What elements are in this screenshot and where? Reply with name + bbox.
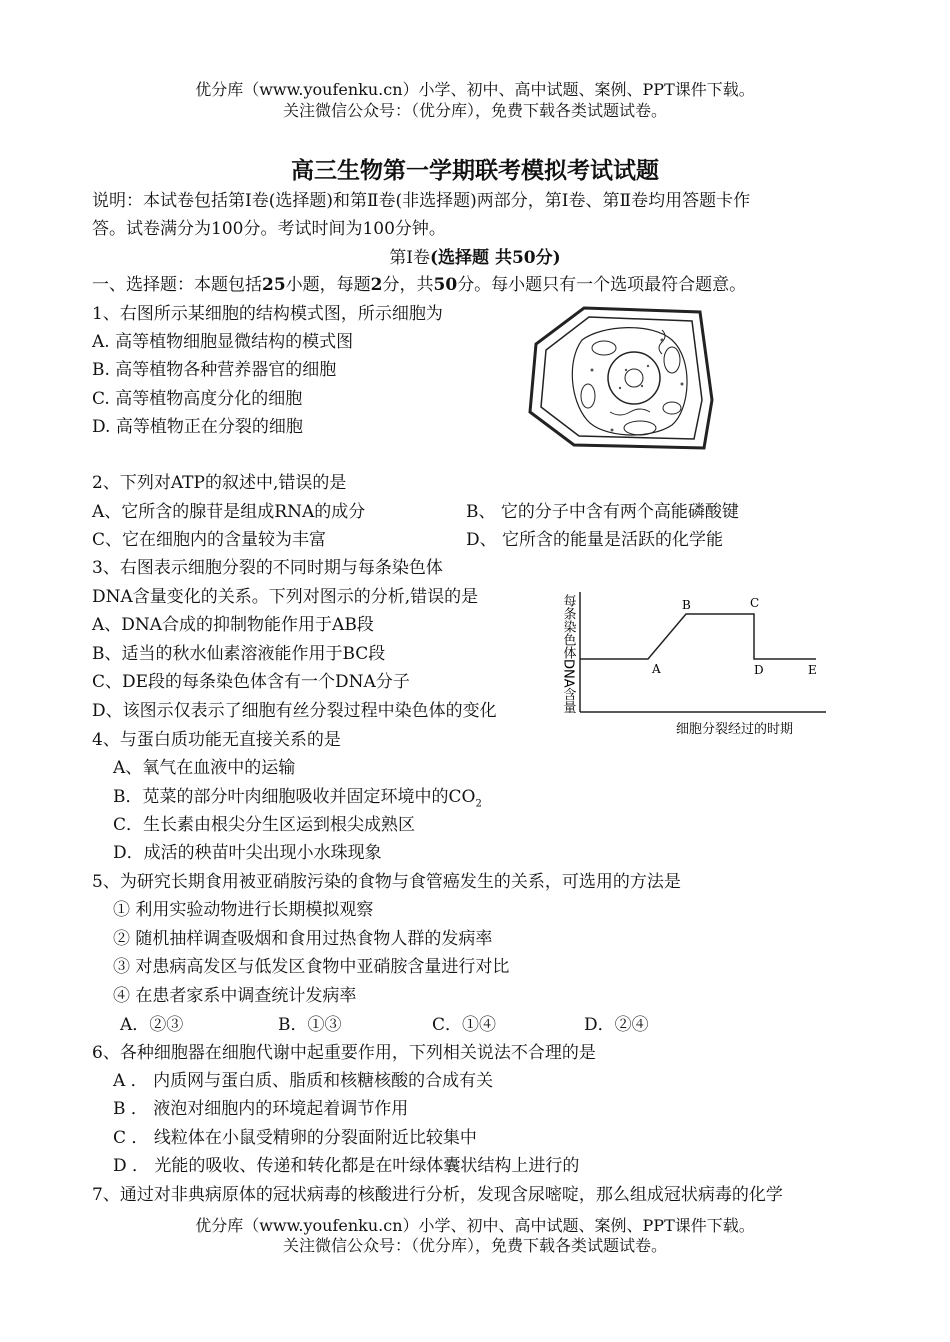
q4-option-b-text: B．苋菜的部分叶肉细胞吸收并固定环境中的CO — [113, 787, 476, 807]
nucleolus — [625, 369, 643, 387]
q2-option-d: D、 它所含的能量是活跃的化学能 — [466, 530, 724, 550]
cell-membrane — [541, 317, 702, 439]
q5-option-b: B．①③ — [278, 1015, 342, 1035]
q6-option-d: D ． 光能的吸收、传递和转化都是在叶绿体囊状结构上进行的 — [113, 1156, 580, 1176]
q5-option-a: A．②③ — [120, 1015, 184, 1035]
q6-option-b: B ． 液泡对细胞内的环境起着调节作用 — [113, 1099, 409, 1119]
graph-curve — [580, 614, 816, 659]
instructions — [92, 270, 746, 295]
q5-item-3: ③ 对患病高发区与低发区食物中亚硝胺含量进行对比 — [113, 957, 510, 977]
graph-y-label: 每条染色体DNA含量 — [560, 594, 576, 714]
instr-part-2: 小题，每题 — [285, 275, 371, 295]
q5-options — [120, 1010, 649, 1035]
footer-line-2: 关注微信公众号：（优分库），免费下载各类试题试卷。 — [282, 1236, 667, 1255]
q1-option-d: D. 高等植物正在分裂的细胞 — [92, 417, 303, 437]
q7-stem: 7、通过对非典病原体的冠状病毒的核酸进行分析，发现含尿嘧啶，那么组成冠状病毒的化学 — [92, 1185, 783, 1205]
q5-item-4: ④ 在患者家系中调查统计发病率 — [113, 986, 357, 1006]
q5-stem: 5、为研究长期食用被亚硝胺污染的食物与食管癌发生的关系，可选用的方法是 — [92, 872, 681, 892]
instr-part-1: 一、选择题：本题包括 — [92, 275, 262, 295]
q3-option-c: C、DE段的每条染色体含有一个DNA分子 — [92, 672, 410, 692]
chloroplast — [592, 341, 616, 355]
chloroplast — [624, 421, 656, 435]
instr-part-4: 分。每小题只有一个选项最符合题意。 — [457, 275, 747, 295]
graph-point-c: C — [750, 596, 760, 610]
header-line-2: 关注微信公众号：（优分库），免费下载各类试题试卷。 — [282, 101, 667, 120]
q4-option-b — [113, 782, 482, 809]
graph-point-a: A — [652, 662, 661, 676]
instr-part-3: 分，共 — [382, 275, 434, 295]
cell-wall — [530, 308, 712, 448]
instr-total: 50 — [433, 275, 458, 295]
section-label: 第Ⅰ卷 — [389, 248, 431, 268]
instr-points: 2 — [370, 275, 383, 295]
q4-stem: 4、与蛋白质功能无直接关系的是 — [92, 730, 341, 750]
q1-option-c: C. 高等植物高度分化的细胞 — [92, 389, 303, 409]
q4-option-b-subscript: 2 — [475, 798, 482, 810]
q5-item-2: ② 随机抽样调查吸烟和食用过热食物人群的发病率 — [113, 929, 493, 949]
q3-stem-1: 3、右图表示细胞分裂的不同时期与每条染色体 — [92, 558, 443, 578]
q1-stem: 1、右图所示某细胞的结构模式图，所示细胞为 — [92, 304, 443, 324]
q4-option-c: C．生长素由根尖分生区运到根尖成熟区 — [113, 815, 416, 835]
nucleus — [608, 352, 660, 404]
footer-line-1: 优分库（www.youfenku.cn）小学、初中、高中试题、案例、PPT课件下载。 — [195, 1216, 755, 1235]
mitochondrion — [663, 402, 681, 414]
intro-line-1: 说明：本试卷包括第Ⅰ卷(选择题)和第Ⅱ卷(非选择题)两部分，第Ⅰ卷、第Ⅱ卷均用答题卡作 — [92, 191, 751, 211]
section-heading — [0, 243, 950, 268]
q4-option-d: D．成活的秧苗叶尖出现小水珠现象 — [113, 843, 382, 863]
golgi — [610, 409, 650, 415]
mitochondrion — [581, 384, 595, 408]
graph-point-e: E — [808, 663, 817, 677]
q3-option-a: A、DNA合成的抑制物能作用于AB段 — [92, 615, 374, 635]
q4-option-a: A、氧气在血液中的运输 — [113, 758, 296, 778]
page-title: 高三生物第一学期联考模拟考试试题 — [291, 157, 659, 184]
dna-content-graph — [558, 588, 830, 738]
q1-option-b: B. 高等植物各种营养器官的细胞 — [92, 360, 337, 380]
q3-stem-2: DNA含量变化的关系。下列对图示的分析,错误的是 — [92, 587, 479, 607]
vacuole-region — [572, 328, 687, 435]
q2-option-b: B、 它的分子中含有两个高能磷酸键 — [466, 502, 739, 522]
q5-option-c: C．①④ — [432, 1015, 497, 1035]
section-detail: (选择题 共50分) — [430, 248, 561, 268]
q3-option-d: D、该图示仅表示了细胞有丝分裂过程中染色体的变化 — [92, 701, 497, 721]
header-line-1: 优分库（www.youfenku.cn）小学、初中、高中试题、案例、PPT课件下载。 — [195, 80, 755, 99]
instr-count: 25 — [262, 275, 286, 295]
q3-option-b: B、适当的秋水仙素溶液能作用于BC段 — [92, 644, 386, 664]
q6-option-c: C ． 线粒体在小鼠受精卵的分裂面附近比较集中 — [113, 1128, 477, 1148]
intro-line-2: 答。试卷满分为100分。考试时间为100分钟。 — [92, 219, 446, 239]
chloroplast — [664, 347, 680, 373]
q2-option-c: C、它在细胞内的含量较为丰富 — [92, 530, 327, 550]
plant-cell-figure — [522, 300, 720, 460]
q5-option-d: D．②④ — [584, 1015, 649, 1035]
q2-stem: 2、下列对ATP的叙述中,错误的是 — [92, 473, 347, 493]
q5-item-1: ① 利用实验动物进行长期模拟观察 — [113, 900, 374, 920]
graph-point-b: B — [682, 598, 691, 612]
q1-option-a: A. 高等植物细胞显微结构的模式图 — [92, 332, 354, 352]
graph-x-label: 细胞分裂经过的时期 — [676, 722, 794, 737]
q6-stem: 6、各种细胞器在细胞代谢中起重要作用，下列相关说法不合理的是 — [92, 1043, 596, 1063]
graph-point-d: D — [754, 663, 764, 677]
q6-option-a: A ． 内质网与蛋白质、脂质和核糖核酸的合成有关 — [113, 1071, 494, 1091]
q2-option-a: A、它所含的腺苷是组成RNA的成分 — [92, 502, 366, 522]
